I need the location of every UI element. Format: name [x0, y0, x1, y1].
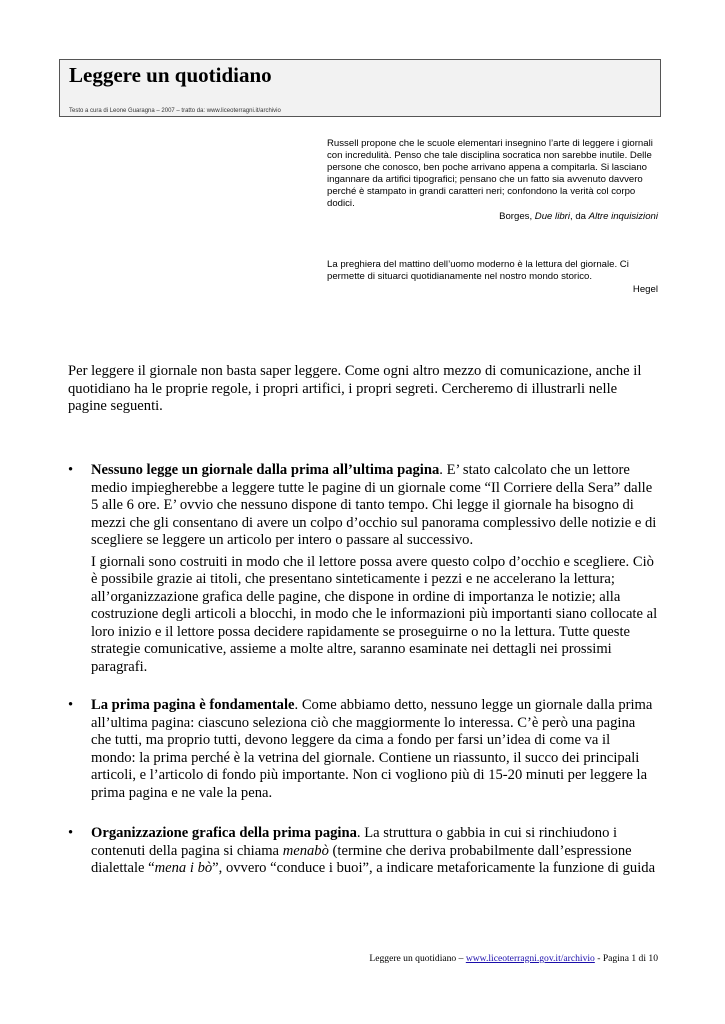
- bullet-paragraph: [91, 462, 658, 550]
- bullet-text: ”, ovvero “conduce i buoi”, a indicare metaforicamente la funzione di guida: [212, 860, 656, 876]
- epigraph-borges: [327, 138, 658, 223]
- epigraph-source-author: Borges,: [499, 211, 535, 222]
- epigraph-source: Hegel: [632, 284, 658, 295]
- document-credit: Testo a cura di Leone Guaragna – 2007 – tratto da: www.liceoterragni.it/archivio: [69, 108, 281, 114]
- bullet-paragraph: [91, 825, 658, 878]
- epigraph-hegel: [327, 259, 658, 296]
- epigraph-text: La preghiera del mattino dell’uomo moderno è la lettura del giornale. Ci permette di situarci quotidianamente nel nostro mondo storico.: [327, 259, 629, 282]
- bullet-section-2: [68, 697, 658, 802]
- intro-paragraph: Per leggere il giornale non basta saper leggere. Come ogni altro mezzo di comunicazione, anche il quotidiano ha le proprie regole, i propri artifici, i propri segreti. Cercheremo di illustrarli nelle pagine seguenti.: [68, 363, 642, 414]
- bullet-section-3: [68, 825, 658, 878]
- epigraph-source-work: Due libri: [534, 211, 570, 222]
- bullet-icon: •: [68, 462, 74, 478]
- document-title: Leggere un quotidiano: [69, 63, 272, 87]
- footer-prefix: Leggere un quotidiano –: [369, 953, 466, 964]
- bullet-heading: Nessuno legge un giornale dalla prima all’ultima pagina: [91, 462, 440, 478]
- list-item: [68, 697, 658, 802]
- bullet-text: (termine che deriva probabilmente dall’espressione dialettale “: [91, 842, 632, 876]
- epigraph-source: [327, 211, 658, 223]
- document-header: [59, 59, 661, 117]
- epigraph-source-book: Altre inquisizioni: [588, 211, 658, 222]
- bullet-section-1: [68, 462, 658, 676]
- bullet-emphasis: menabò: [282, 842, 329, 859]
- footer-archive-link[interactable]: www.liceoterragni.gov.it/archivio: [465, 953, 595, 964]
- list-item: [68, 825, 658, 878]
- page-footer: [369, 953, 658, 964]
- bullet-paragraph: [91, 697, 658, 802]
- list-item: [68, 462, 658, 676]
- bullet-continuation: I giornali sono costruiti in modo che il lettore possa avere questo colpo d’occhio e scegliere. Ciò è possibile grazie ai titoli, che presentano sinteticamente i pezzi e ne accelerano la lettura; all’organizzazione grafica delle pagine, che dispone in ordine di importanza le notizie; alla costruzione degli articoli a blocchi, in modo che le informazioni più importanti siano collocate al loro inizio e il lettore possa decidere rapidamente se proseguirne o no la lettura. Tutte queste strategie comunicative, assieme a molte altre, saranno esaminate nei dettagli nei prossimi paragrafi.: [91, 553, 658, 675]
- bullet-icon: •: [68, 825, 74, 841]
- bullet-heading: La prima pagina è fondamentale: [91, 697, 295, 713]
- footer-page-number: - Pagina 1 di 10: [594, 953, 658, 964]
- epigraph-source-sep: , da: [570, 211, 589, 222]
- bullet-text: . La struttura o gabbia in cui si rinchiudono i contenuti della pagina si chiama: [91, 825, 618, 859]
- epigraph-text: Russell propone che le scuole elementari insegnino l’arte di leggere i giornali con incredulità. Penso che tale disciplina socratica non sarebbe inutile. Delle persone che conosco, ben poche arrivano appena a compitarla. Si lasciano ingannare da artifici tipografici; pensano che un fatto sia avvenuto davvero perché è stampato in grandi caratteri neri; confondono la verità col corpo dodici.: [327, 138, 653, 209]
- bullet-text: . E’ stato calcolato che un lettore medio impiegherebbe a leggere tutte le pagine di un giornale come “Il Corriere della Sera” dalle 5 alle 6 ore. E’ ovvio che nessuno dispone di tanto tempo. Chi legge il giornale ha bisogno di mezzi che gli consentano di avere un colpo d’occhio sul panorama complessivo delle notizie e di scegliere se leggere un articolo per intero o passare al successivo.: [91, 462, 657, 548]
- bullet-emphasis: mena i bò: [154, 860, 213, 876]
- bullet-text: . Come abbiamo detto, nessuno legge un giornale dalla prima all’ultima pagina: ciascuno seleziona ciò che maggiormente lo interessa. C’è però una pagina che tutti, ma proprio tutti, devono leggere da cima a fondo per farsi un’idea di come va il mondo: la prima perché è la vetrina del giornale. Contiene un riassunto, il succo dei principali articoli, e l’articolo di fondo più importante. Non ci vogliono più di 15-20 minuti per leggere la prima pagina e ne vale la pena.: [91, 697, 653, 801]
- bullet-heading: Organizzazione grafica della prima pagina: [91, 825, 357, 841]
- bullet-icon: •: [68, 697, 74, 713]
